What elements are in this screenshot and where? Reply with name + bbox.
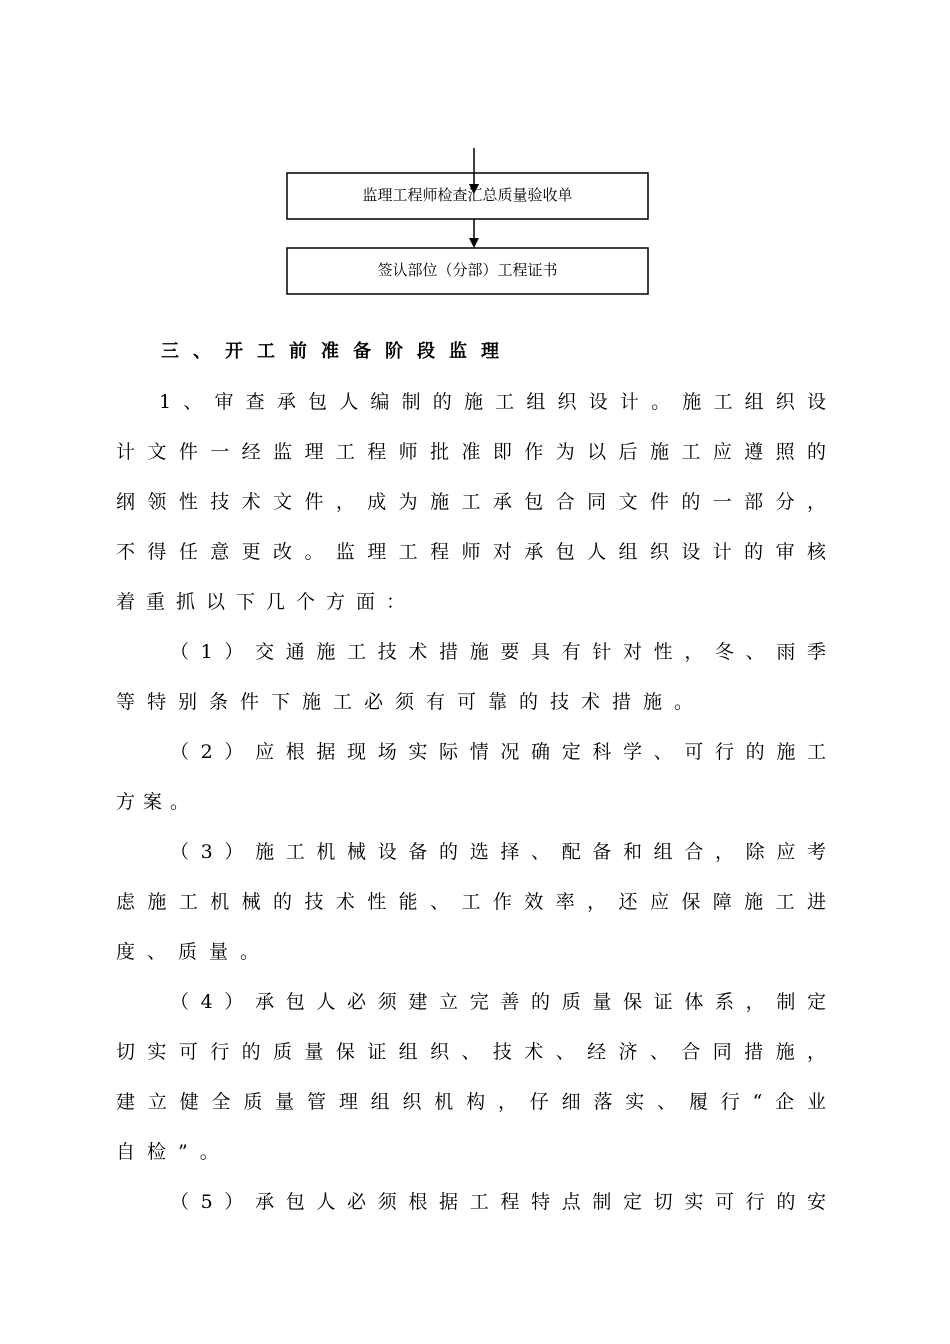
body-line: 等特别条件下施工必须有可靠的技术措施。	[116, 691, 706, 713]
body-line: 建立健全质量管理组织机构，仔细落实、履行“企业	[116, 1091, 826, 1113]
body-line: （5）承包人必须根据工程特点制定切实可行的安	[170, 1191, 826, 1213]
flow-box-2-label: 签认部位（分部）工程证书	[377, 261, 558, 279]
body-line: 方案。	[116, 791, 198, 813]
section-heading: 三、开工前准备阶段监理	[161, 341, 513, 362]
body-line: （2）应根据现场实际情况确定科学、可行的施工	[170, 741, 826, 763]
body-line: 度、质量。	[116, 941, 272, 963]
body-line: 着重抓以下几个方面：	[116, 591, 417, 613]
body-line: （1）交通施工技术措施要具有针对性，冬、雨季	[170, 641, 826, 663]
body-line: 计文件一经监理工程师批准即作为以后施工应遵照的	[116, 441, 826, 463]
body-line: 1、审查承包人编制的施工组织设计。施工组织设	[159, 391, 826, 413]
body-line: （3）施工机械设备的选择、配备和组合，除应考	[170, 841, 826, 863]
body-line: 切实可行的质量保证组织、技术、经济、合同措施，	[116, 1041, 826, 1063]
body-line: （4）承包人必须建立完善的质量保证体系，制定	[170, 991, 826, 1013]
body-line: 自检”。	[116, 1141, 231, 1163]
body-line: 不得任意更改。监理工程师对承包人组织设计的审核	[116, 541, 826, 563]
flow-box-1-label: 监理工程师检查汇总质量验收单	[362, 186, 573, 204]
body-line: 虑施工机械的技术性能、工作效率，还应保障施工进	[116, 891, 826, 913]
connector-arrow-head	[469, 238, 479, 248]
body-line: 纲领性技术文件，成为施工承包合同文件的一部分，	[116, 491, 826, 513]
